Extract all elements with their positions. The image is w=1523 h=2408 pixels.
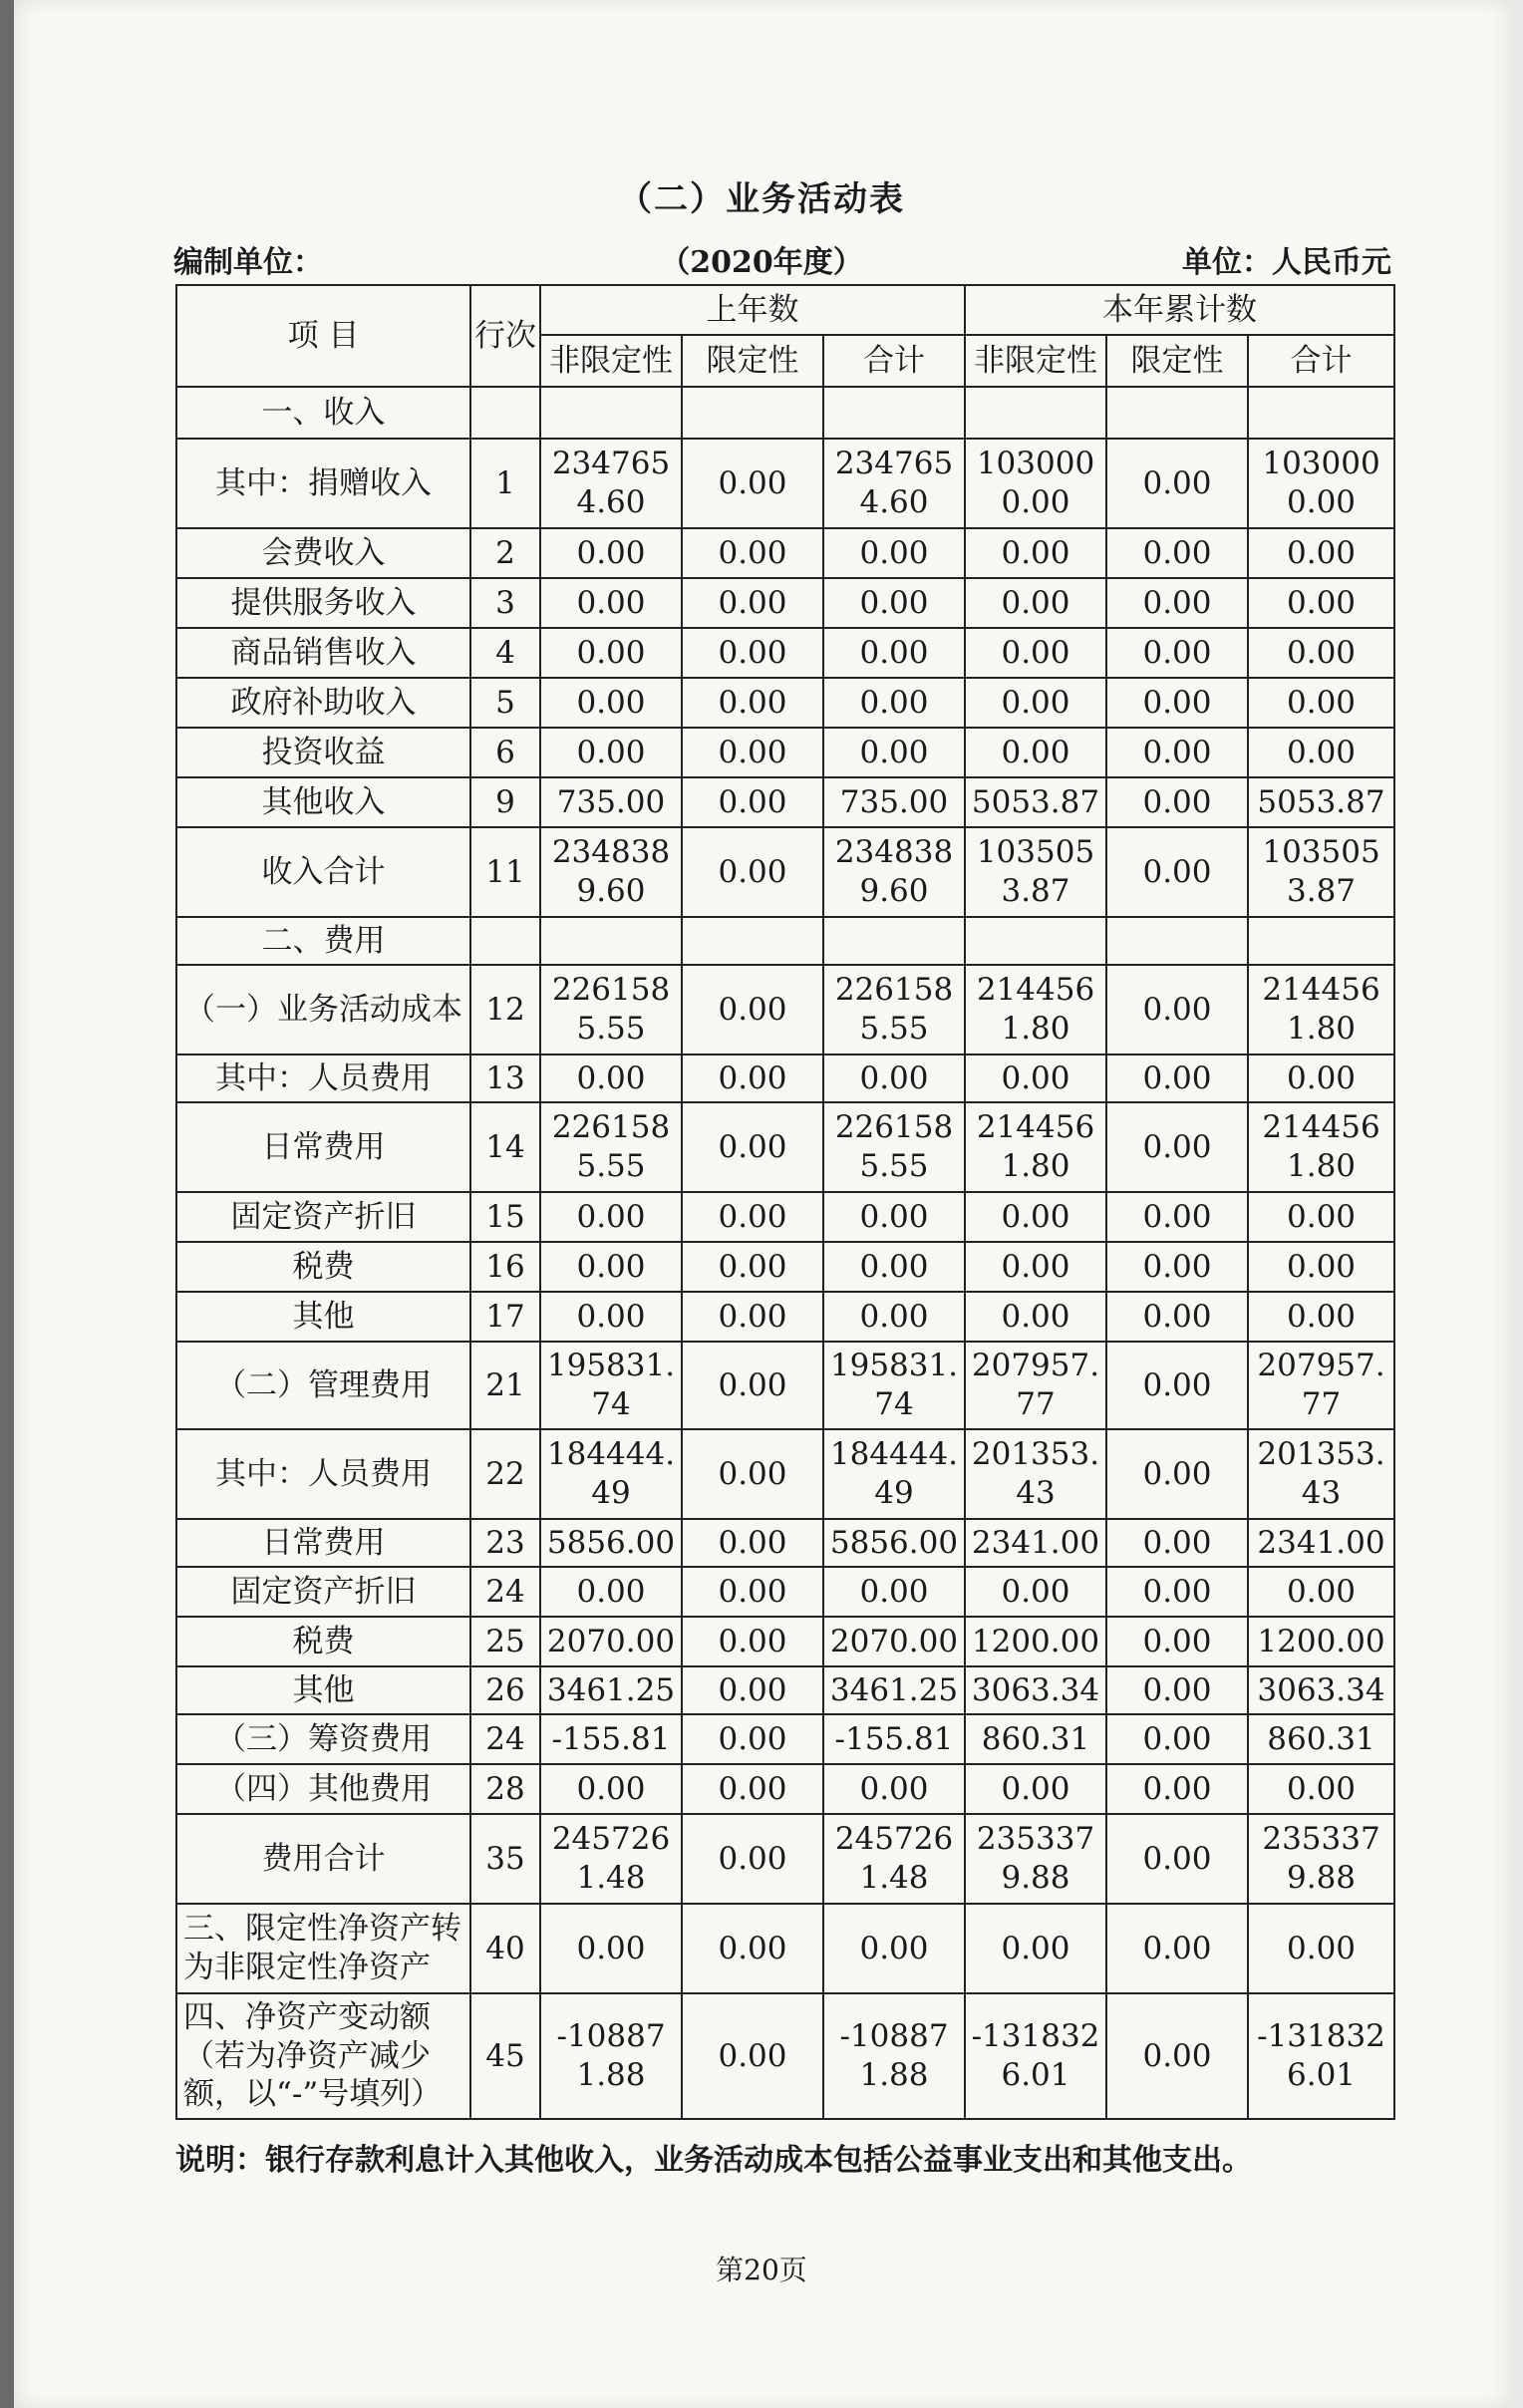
curr-restricted: 0.00 bbox=[1106, 1292, 1248, 1342]
table-row bbox=[176, 1192, 1394, 1242]
table-row bbox=[176, 1567, 1394, 1617]
curr-unrestricted: 2353379.88 bbox=[965, 1814, 1106, 1904]
row-item: 会费收入 bbox=[176, 528, 470, 578]
business-activity-table bbox=[175, 284, 1395, 2120]
curr-restricted: 0.00 bbox=[1106, 1342, 1248, 1429]
row-number: 6 bbox=[470, 728, 540, 777]
prev-total: 0.00 bbox=[823, 1242, 965, 1292]
table-row bbox=[176, 917, 1394, 965]
prev-unrestricted: 0.00 bbox=[540, 1242, 682, 1292]
table-row bbox=[176, 1519, 1394, 1567]
curr-total: 0.00 bbox=[1248, 628, 1394, 678]
curr-restricted: 0.00 bbox=[1106, 1714, 1248, 1764]
prev-total: 0.00 bbox=[823, 1567, 965, 1617]
curr-unrestricted: 0.00 bbox=[965, 1292, 1106, 1342]
prev-restricted: 0.00 bbox=[682, 1617, 823, 1666]
curr-total: 0.00 bbox=[1248, 1567, 1394, 1617]
prev-restricted bbox=[682, 917, 823, 965]
page-shadow-edge bbox=[0, 0, 14, 2408]
curr-restricted: 0.00 bbox=[1106, 1814, 1248, 1904]
curr-restricted: 0.00 bbox=[1106, 965, 1248, 1054]
row-number: 3 bbox=[470, 578, 540, 628]
curr-unrestricted: 2341.00 bbox=[965, 1519, 1106, 1567]
row-item: 商品销售收入 bbox=[176, 628, 470, 678]
row-item: 其中：人员费用 bbox=[176, 1429, 470, 1519]
table-row bbox=[176, 1814, 1394, 1904]
prev-unrestricted: 0.00 bbox=[540, 1567, 682, 1617]
row-item: 其他收入 bbox=[176, 777, 470, 827]
curr-total: 201353.43 bbox=[1248, 1429, 1394, 1519]
row-item: 收入合计 bbox=[176, 827, 470, 917]
prev-total: 0.00 bbox=[823, 1192, 965, 1242]
prev-total: 0.00 bbox=[823, 1292, 965, 1342]
curr-unrestricted: 1035053.87 bbox=[965, 827, 1106, 917]
prev-unrestricted: 2261585.55 bbox=[540, 1102, 682, 1192]
curr-restricted: 0.00 bbox=[1106, 827, 1248, 917]
prev-total: 0.00 bbox=[823, 678, 965, 728]
curr-total: 2144561.80 bbox=[1248, 965, 1394, 1054]
curr-total: 0.00 bbox=[1248, 1764, 1394, 1814]
row-item: 其中：捐赠收入 bbox=[176, 439, 470, 528]
table-row bbox=[176, 1102, 1394, 1192]
curr-unrestricted: 0.00 bbox=[965, 528, 1106, 578]
prev-unrestricted: 2070.00 bbox=[540, 1617, 682, 1666]
row-number: 22 bbox=[470, 1429, 540, 1519]
curr-unrestricted: 0.00 bbox=[965, 728, 1106, 777]
curr-total: 1035053.87 bbox=[1248, 827, 1394, 917]
table-row bbox=[176, 528, 1394, 578]
row-item: 其他 bbox=[176, 1292, 470, 1342]
prev-restricted: 0.00 bbox=[682, 1102, 823, 1192]
curr-unrestricted bbox=[965, 917, 1106, 965]
prev-restricted: 0.00 bbox=[682, 1714, 823, 1764]
curr-restricted: 0.00 bbox=[1106, 777, 1248, 827]
row-item: 二、费用 bbox=[176, 917, 470, 965]
row-number: 15 bbox=[470, 1192, 540, 1242]
curr-unrestricted: 0.00 bbox=[965, 678, 1106, 728]
prepared-by-label: 编制单位： bbox=[173, 245, 323, 280]
curr-restricted: 0.00 bbox=[1106, 1429, 1248, 1519]
curr-unrestricted: 0.00 bbox=[965, 1242, 1106, 1292]
row-item: 政府补助收入 bbox=[176, 678, 470, 728]
prev-total: 735.00 bbox=[823, 777, 965, 827]
row-number: 35 bbox=[470, 1814, 540, 1904]
prev-unrestricted: 2457261.48 bbox=[540, 1814, 682, 1904]
curr-restricted: 0.00 bbox=[1106, 1102, 1248, 1192]
table-row bbox=[176, 439, 1394, 528]
prev-unrestricted: 0.00 bbox=[540, 728, 682, 777]
prev-unrestricted: 0.00 bbox=[540, 678, 682, 728]
prev-restricted: 0.00 bbox=[682, 1242, 823, 1292]
prev-unrestricted: 0.00 bbox=[540, 1292, 682, 1342]
curr-restricted: 0.00 bbox=[1106, 1242, 1248, 1292]
row-number: 14 bbox=[470, 1102, 540, 1192]
curr-restricted: 0.00 bbox=[1106, 1617, 1248, 1666]
prev-total: 0.00 bbox=[823, 578, 965, 628]
row-item: 固定资产折旧 bbox=[176, 1567, 470, 1617]
curr-restricted: 0.00 bbox=[1106, 1567, 1248, 1617]
row-item: 其他 bbox=[176, 1666, 470, 1714]
curr-total: -1318326.01 bbox=[1248, 1993, 1394, 2119]
row-number: 12 bbox=[470, 965, 540, 1054]
table-row bbox=[176, 1292, 1394, 1342]
prev-unrestricted: 3461.25 bbox=[540, 1666, 682, 1714]
header-curr-restricted: 限定性 bbox=[1106, 335, 1248, 387]
header-item: 项 目 bbox=[176, 285, 470, 387]
row-number: 45 bbox=[470, 1993, 540, 2119]
prev-unrestricted: 0.00 bbox=[540, 1764, 682, 1814]
table-row bbox=[176, 578, 1394, 628]
curr-total: 0.00 bbox=[1248, 678, 1394, 728]
curr-unrestricted: 201353.43 bbox=[965, 1429, 1106, 1519]
table-row bbox=[176, 387, 1394, 439]
table-row bbox=[176, 1242, 1394, 1292]
curr-total: 1200.00 bbox=[1248, 1617, 1394, 1666]
prev-unrestricted bbox=[540, 917, 682, 965]
curr-total: 3063.34 bbox=[1248, 1666, 1394, 1714]
row-item: 固定资产折旧 bbox=[176, 1192, 470, 1242]
curr-total: 2341.00 bbox=[1248, 1519, 1394, 1567]
row-item: 三、限定性净资产转为非限定性净资产 bbox=[176, 1904, 470, 1993]
curr-unrestricted: 2144561.80 bbox=[965, 1102, 1106, 1192]
curr-total: 0.00 bbox=[1248, 528, 1394, 578]
table-row bbox=[176, 1993, 1394, 2119]
header-curr-unrestricted: 非限定性 bbox=[965, 335, 1106, 387]
curr-restricted: 0.00 bbox=[1106, 678, 1248, 728]
row-number: 24 bbox=[470, 1567, 540, 1617]
header-curr-total: 合计 bbox=[1248, 335, 1394, 387]
prev-unrestricted: 2347654.60 bbox=[540, 439, 682, 528]
row-number: 5 bbox=[470, 678, 540, 728]
curr-unrestricted bbox=[965, 387, 1106, 439]
prev-total: 2457261.48 bbox=[823, 1814, 965, 1904]
prev-total: 0.00 bbox=[823, 1764, 965, 1814]
curr-total: 0.00 bbox=[1248, 578, 1394, 628]
row-item: 一、收入 bbox=[176, 387, 470, 439]
prev-restricted: 0.00 bbox=[682, 1429, 823, 1519]
prev-restricted: 0.00 bbox=[682, 678, 823, 728]
prev-unrestricted: 2348389.60 bbox=[540, 827, 682, 917]
curr-total: 2144561.80 bbox=[1248, 1102, 1394, 1192]
curr-unrestricted: -1318326.01 bbox=[965, 1993, 1106, 2119]
curr-restricted: 0.00 bbox=[1106, 1666, 1248, 1714]
prev-restricted: 0.00 bbox=[682, 965, 823, 1054]
table-row bbox=[176, 628, 1394, 678]
curr-unrestricted: 0.00 bbox=[965, 1192, 1106, 1242]
curr-total: 0.00 bbox=[1248, 728, 1394, 777]
prev-total: 5856.00 bbox=[823, 1519, 965, 1567]
header-prev-unrestricted: 非限定性 bbox=[540, 335, 682, 387]
curr-restricted: 0.00 bbox=[1106, 1519, 1248, 1567]
prev-total: 3461.25 bbox=[823, 1666, 965, 1714]
prev-total: 2070.00 bbox=[823, 1617, 965, 1666]
prev-unrestricted: -155.81 bbox=[540, 1714, 682, 1764]
header-prev-total: 合计 bbox=[823, 335, 965, 387]
prev-restricted: 0.00 bbox=[682, 1192, 823, 1242]
prev-total: 0.00 bbox=[823, 728, 965, 777]
row-number: 23 bbox=[470, 1519, 540, 1567]
prev-restricted: 0.00 bbox=[682, 827, 823, 917]
prev-total: 2261585.55 bbox=[823, 965, 965, 1054]
curr-total: 0.00 bbox=[1248, 1242, 1394, 1292]
row-item: 其中：人员费用 bbox=[176, 1054, 470, 1102]
curr-unrestricted: 0.00 bbox=[965, 578, 1106, 628]
table-row bbox=[176, 1342, 1394, 1429]
row-item: 日常费用 bbox=[176, 1102, 470, 1192]
prev-restricted bbox=[682, 387, 823, 439]
header-row-number: 行次 bbox=[470, 285, 540, 387]
page-number: 第20页 bbox=[716, 2254, 807, 2286]
row-number: 4 bbox=[470, 628, 540, 678]
row-item: 日常费用 bbox=[176, 1519, 470, 1567]
prev-unrestricted: 0.00 bbox=[540, 1054, 682, 1102]
curr-total: 5053.87 bbox=[1248, 777, 1394, 827]
row-number: 24 bbox=[470, 1714, 540, 1764]
prev-restricted: 0.00 bbox=[682, 1993, 823, 2119]
curr-restricted: 0.00 bbox=[1106, 1993, 1248, 2119]
row-item: 四、净资产变动额（若为净资产减少额，以“-”号填列） bbox=[176, 1993, 470, 2119]
row-item: 税费 bbox=[176, 1617, 470, 1666]
prev-total: 0.00 bbox=[823, 628, 965, 678]
prev-total bbox=[823, 917, 965, 965]
curr-restricted bbox=[1106, 387, 1248, 439]
table-row bbox=[176, 1764, 1394, 1814]
prev-restricted: 0.00 bbox=[682, 1814, 823, 1904]
row-number bbox=[470, 917, 540, 965]
curr-unrestricted: 0.00 bbox=[965, 1764, 1106, 1814]
header-current-year: 本年累计数 bbox=[965, 285, 1394, 335]
prev-restricted: 0.00 bbox=[682, 777, 823, 827]
curr-unrestricted: 0.00 bbox=[965, 628, 1106, 678]
header-previous-year: 上年数 bbox=[540, 285, 965, 335]
curr-total: 207957.77 bbox=[1248, 1342, 1394, 1429]
prev-total: 195831.74 bbox=[823, 1342, 965, 1429]
curr-total bbox=[1248, 917, 1394, 965]
row-number: 11 bbox=[470, 827, 540, 917]
curr-unrestricted: 1200.00 bbox=[965, 1617, 1106, 1666]
curr-restricted: 0.00 bbox=[1106, 1054, 1248, 1102]
row-item: 费用合计 bbox=[176, 1814, 470, 1904]
curr-restricted: 0.00 bbox=[1106, 728, 1248, 777]
row-item: 投资收益 bbox=[176, 728, 470, 777]
row-number: 25 bbox=[470, 1617, 540, 1666]
prev-total: 2261585.55 bbox=[823, 1102, 965, 1192]
curr-unrestricted: 0.00 bbox=[965, 1904, 1106, 1993]
row-number: 1 bbox=[470, 439, 540, 528]
prev-total: -155.81 bbox=[823, 1714, 965, 1764]
curr-total bbox=[1248, 387, 1394, 439]
prev-restricted: 0.00 bbox=[682, 628, 823, 678]
curr-unrestricted: 860.31 bbox=[965, 1714, 1106, 1764]
row-number: 17 bbox=[470, 1292, 540, 1342]
row-item: （三）筹资费用 bbox=[176, 1714, 470, 1764]
curr-unrestricted: 2144561.80 bbox=[965, 965, 1106, 1054]
prev-restricted: 0.00 bbox=[682, 1054, 823, 1102]
table-row bbox=[176, 1714, 1394, 1764]
table-row bbox=[176, 827, 1394, 917]
curr-restricted: 0.00 bbox=[1106, 578, 1248, 628]
row-number: 21 bbox=[470, 1342, 540, 1429]
table-row bbox=[176, 965, 1394, 1054]
prev-unrestricted: 195831.74 bbox=[540, 1342, 682, 1429]
curr-unrestricted: 5053.87 bbox=[965, 777, 1106, 827]
curr-restricted: 0.00 bbox=[1106, 1192, 1248, 1242]
prev-unrestricted: 5856.00 bbox=[540, 1519, 682, 1567]
curr-restricted: 0.00 bbox=[1106, 1904, 1248, 1993]
prev-restricted: 0.00 bbox=[682, 1519, 823, 1567]
table-row bbox=[176, 1054, 1394, 1102]
curr-unrestricted: 3063.34 bbox=[965, 1666, 1106, 1714]
prev-total: 184444.49 bbox=[823, 1429, 965, 1519]
curr-unrestricted: 207957.77 bbox=[965, 1342, 1106, 1429]
row-number: 2 bbox=[470, 528, 540, 578]
header-prev-restricted: 限定性 bbox=[682, 335, 823, 387]
table-body bbox=[176, 387, 1394, 2119]
prev-restricted: 0.00 bbox=[682, 1567, 823, 1617]
table-row bbox=[176, 1666, 1394, 1714]
row-number: 16 bbox=[470, 1242, 540, 1292]
row-item: （四）其他费用 bbox=[176, 1764, 470, 1814]
prev-unrestricted: 0.00 bbox=[540, 578, 682, 628]
row-number: 26 bbox=[470, 1666, 540, 1714]
curr-restricted: 0.00 bbox=[1106, 528, 1248, 578]
curr-unrestricted: 0.00 bbox=[965, 1054, 1106, 1102]
prev-total: 2348389.60 bbox=[823, 827, 965, 917]
table-row bbox=[176, 678, 1394, 728]
curr-restricted: 0.00 bbox=[1106, 1764, 1248, 1814]
table-row bbox=[176, 728, 1394, 777]
row-item: 提供服务收入 bbox=[176, 578, 470, 628]
prev-unrestricted: 184444.49 bbox=[540, 1429, 682, 1519]
row-number bbox=[470, 387, 540, 439]
curr-total: 860.31 bbox=[1248, 1714, 1394, 1764]
prev-restricted: 0.00 bbox=[682, 1666, 823, 1714]
row-number: 13 bbox=[470, 1054, 540, 1102]
prev-unrestricted bbox=[540, 387, 682, 439]
table-row bbox=[176, 777, 1394, 827]
prev-restricted: 0.00 bbox=[682, 1292, 823, 1342]
prev-unrestricted: 735.00 bbox=[540, 777, 682, 827]
prev-unrestricted: -108871.88 bbox=[540, 1993, 682, 2119]
row-number: 40 bbox=[470, 1904, 540, 1993]
curr-restricted: 0.00 bbox=[1106, 628, 1248, 678]
curr-unrestricted: 0.00 bbox=[965, 1567, 1106, 1617]
prev-unrestricted: 0.00 bbox=[540, 628, 682, 678]
row-number: 9 bbox=[470, 777, 540, 827]
curr-unrestricted: 1030000.00 bbox=[965, 439, 1106, 528]
curr-total: 0.00 bbox=[1248, 1292, 1394, 1342]
prev-restricted: 0.00 bbox=[682, 578, 823, 628]
row-item: （二）管理费用 bbox=[176, 1342, 470, 1429]
prev-restricted: 0.00 bbox=[682, 1904, 823, 1993]
curr-total: 0.00 bbox=[1248, 1192, 1394, 1242]
prev-restricted: 0.00 bbox=[682, 1342, 823, 1429]
prev-total: 0.00 bbox=[823, 1054, 965, 1102]
prev-total: -108871.88 bbox=[823, 1993, 965, 2119]
prev-unrestricted: 0.00 bbox=[540, 528, 682, 578]
table-row bbox=[176, 1617, 1394, 1666]
prev-restricted: 0.00 bbox=[682, 1764, 823, 1814]
prev-restricted: 0.00 bbox=[682, 528, 823, 578]
curr-restricted: 0.00 bbox=[1106, 439, 1248, 528]
prev-total: 0.00 bbox=[823, 1904, 965, 1993]
prev-restricted: 0.00 bbox=[682, 728, 823, 777]
row-number: 28 bbox=[470, 1764, 540, 1814]
table-row bbox=[176, 1904, 1394, 1993]
footnote: 说明：银行存款利息计入其他收入，业务活动成本包括公益事业支出和其他支出。 bbox=[175, 2143, 1252, 2178]
prev-restricted: 0.00 bbox=[682, 439, 823, 528]
curr-restricted bbox=[1106, 917, 1248, 965]
page-title: （二）业务活动表 bbox=[618, 179, 905, 219]
prev-total bbox=[823, 387, 965, 439]
prev-total: 0.00 bbox=[823, 528, 965, 578]
reporting-period: （2020年度） bbox=[660, 245, 863, 280]
prev-total: 2347654.60 bbox=[823, 439, 965, 528]
curr-total: 2353379.88 bbox=[1248, 1814, 1394, 1904]
prev-unrestricted: 0.00 bbox=[540, 1904, 682, 1993]
prev-unrestricted: 2261585.55 bbox=[540, 965, 682, 1054]
table-row bbox=[176, 1429, 1394, 1519]
currency-unit: 单位：人民币元 bbox=[1182, 245, 1391, 280]
curr-total: 1030000.00 bbox=[1248, 439, 1394, 528]
row-item: （一）业务活动成本 bbox=[176, 965, 470, 1054]
curr-total: 0.00 bbox=[1248, 1904, 1394, 1993]
prev-unrestricted: 0.00 bbox=[540, 1192, 682, 1242]
row-item: 税费 bbox=[176, 1242, 470, 1292]
curr-total: 0.00 bbox=[1248, 1054, 1394, 1102]
